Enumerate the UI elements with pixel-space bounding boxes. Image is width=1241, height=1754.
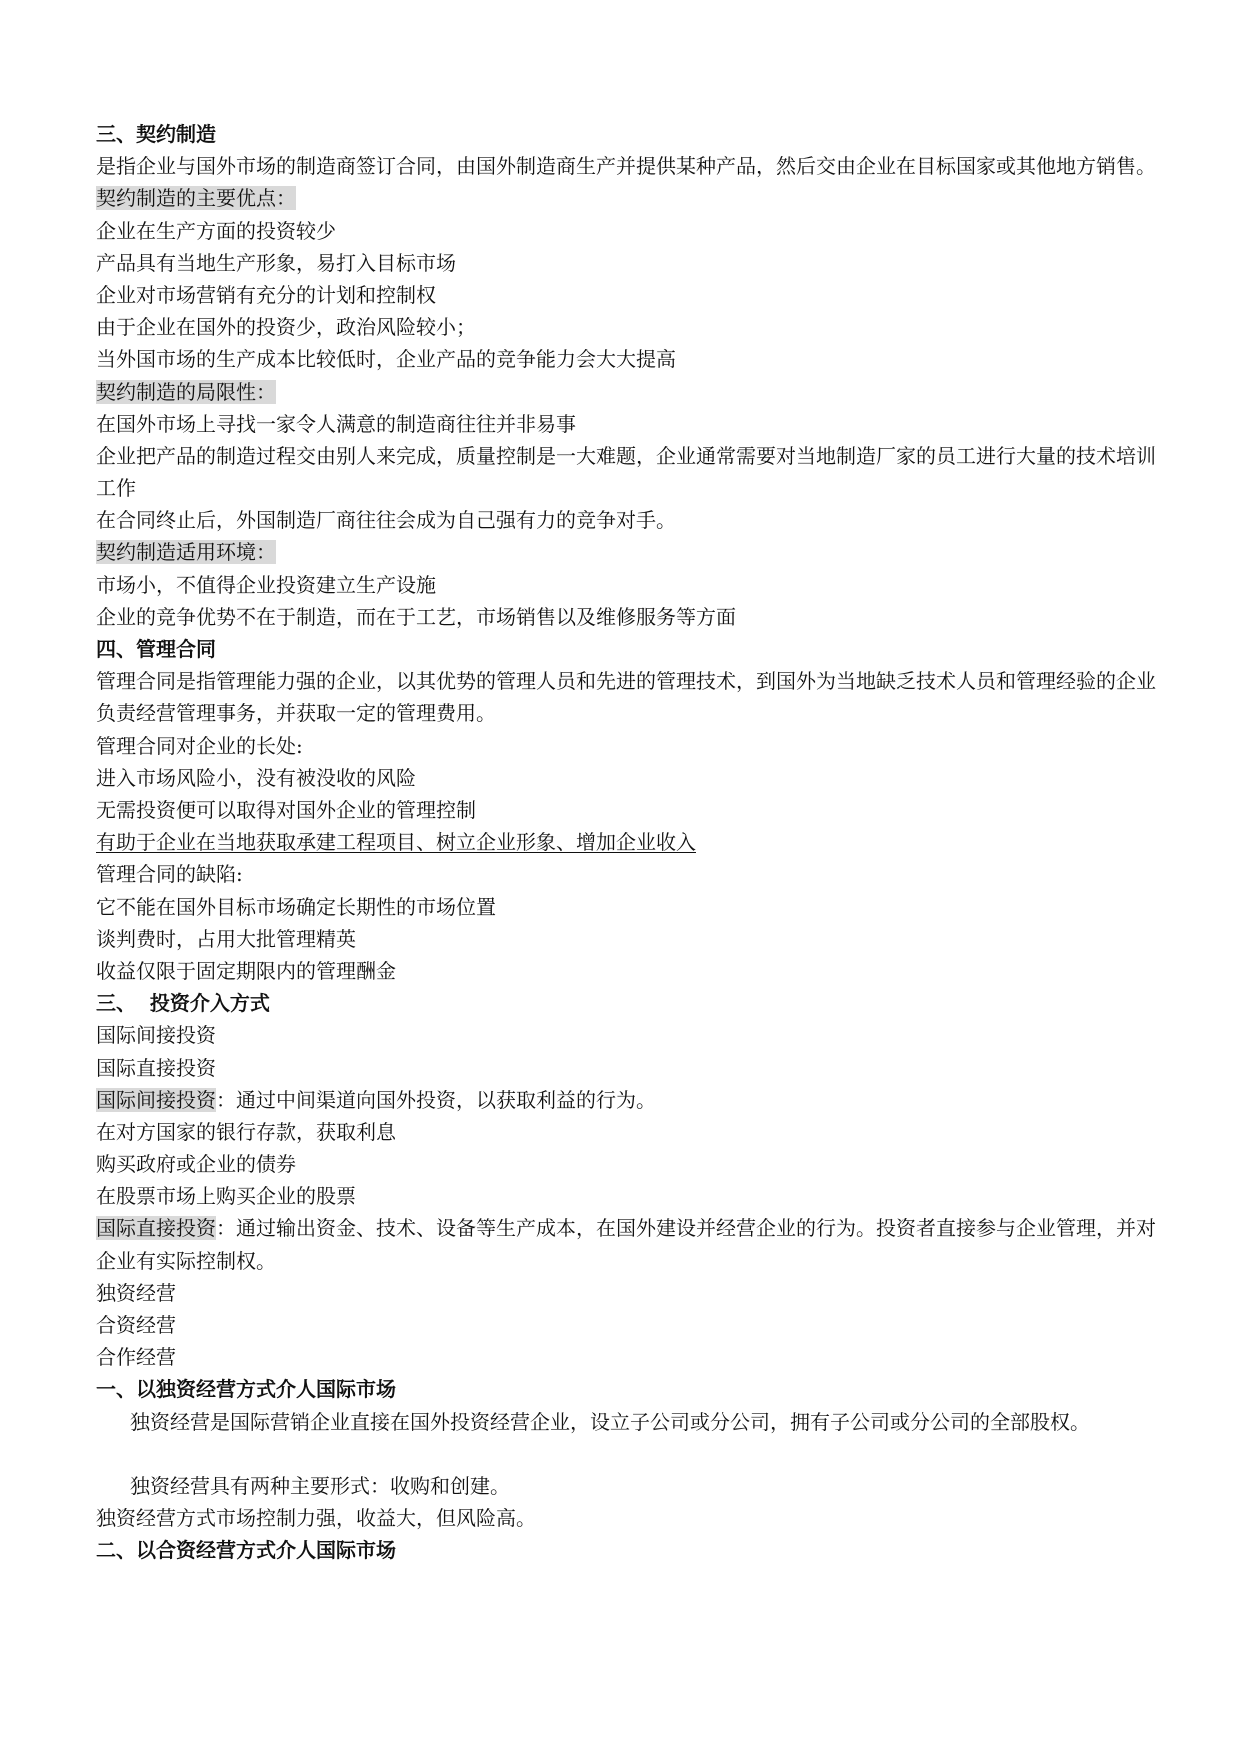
list-item: 独资经营 (96, 1280, 176, 1305)
highlight-environment: 契约制造适用环境： (96, 540, 276, 565)
list-item (96, 826, 1166, 858)
subsection-heading-joint-venture: 二、以合资经营方式介人国际市场 (96, 1538, 396, 1563)
management-contract-definition: 管理合同是指管理能力强的企业，以其优势的管理人员和先进的管理技术，到国外为当地缺乏技术人员和管理经验的企业负责经营管理事务，并获取一定的管理费用。 (96, 669, 1156, 726)
section-heading-management-contract: 四、管理合同 (96, 637, 216, 662)
highlight-direct-term: 国际直接投资 (96, 1216, 216, 1241)
list-item: 企业在生产方面的投资较少 (96, 218, 336, 243)
list-item: 由于企业在国外的投资少，政治风险较小； (96, 315, 476, 340)
list-item: 在股票市场上购买企业的股票 (96, 1184, 356, 1209)
list-item: 企业的竞争优势不在于制造，而在于工艺，市场销售以及维修服务等方面 (96, 604, 736, 629)
list-item: 谈判费时，占用大批管理精英 (96, 926, 356, 951)
direct-definition-text: ：通过输出资金、技术、设备等生产成本，在国外建设并经营企业的行为。投资者直接参与企业管理，并对企业有实际控制权。 (96, 1216, 1156, 1273)
list-item: 市场小，不值得企业投资建立生产设施 (96, 572, 436, 597)
indirect-investment-definition (96, 1084, 1166, 1116)
list-item: 购买政府或企业的债券 (96, 1152, 296, 1177)
list-item: 国际间接投资 (96, 1023, 216, 1048)
direct-investment-definition (96, 1212, 1166, 1276)
subheading-drawbacks: 管理合同的缺陷: (96, 862, 243, 887)
paragraph: 独资经营是国际营销企业直接在国外投资经营企业，设立子公司或分公司，拥有子公司或分公司的全部股权。 (130, 1409, 1090, 1434)
list-item: 它不能在国外目标市场确定长期性的市场位置 (96, 894, 496, 919)
list-item: 产品具有当地生产形象，易打入目标市场 (96, 250, 456, 275)
list-item: 在合同终止后，外国制造厂商往往会成为自己强有力的竞争对手。 (96, 508, 676, 533)
indirect-definition-text: ：通过中间渠道向国外投资，以获取利益的行为。 (216, 1087, 656, 1112)
document-page (96, 118, 1166, 1567)
list-item: 企业对市场营销有充分的计划和控制权 (96, 282, 436, 307)
list-item: 进入市场风险小，没有被没收的风险 (96, 765, 416, 790)
list-item: 合资经营 (96, 1313, 176, 1338)
subheading-strengths: 管理合同对企业的长处: (96, 733, 303, 758)
subheading-limitations (96, 376, 1166, 408)
list-item: 在国外市场上寻找一家令人满意的制造商往往并非易事 (96, 411, 576, 436)
paragraph: 独资经营具有两种主要形式：收购和创建。 (130, 1473, 510, 1498)
list-item: 国际直接投资 (96, 1055, 216, 1080)
subheading-environment (96, 536, 1166, 568)
list-item: 无需投资便可以取得对国外企业的管理控制 (96, 798, 476, 823)
subsection-heading-sole-venture: 一、以独资经营方式介人国际市场 (96, 1377, 396, 1402)
highlight-indirect-term: 国际间接投资 (96, 1087, 216, 1112)
highlight-limitations: 契约制造的局限性： (96, 379, 276, 404)
subheading-advantages (96, 182, 1166, 214)
underlined-text: 有助于企业在当地获取承建工程项目、树立企业形象、增加企业收入 (96, 830, 696, 855)
list-item: 合作经营 (96, 1345, 176, 1370)
list-item: 企业把产品的制造过程交由别人来完成，质量控制是一大难题，企业通常需要对当地制造厂家的员工进行大量的技术培训工作 (96, 443, 1156, 501)
paragraph: 独资经营方式市场控制力强，收益大，但风险高。 (96, 1506, 536, 1531)
section-heading-investment-entry: 三、 投资介入方式 (96, 991, 270, 1016)
blank-line (96, 1438, 1166, 1470)
contract-manufacturing-definition: 是指企业与国外市场的制造商签订合同，由国外制造商生产并提供某种产品，然后交由企业在目标国家或其他地方销售。 (96, 154, 1156, 179)
highlight-advantages: 契约制造的主要优点： (96, 186, 296, 211)
list-item: 当外国市场的生产成本比较低时，企业产品的竞争能力会大大提高 (96, 347, 676, 372)
section-heading-contract-manufacturing: 三、契约制造 (96, 122, 216, 146)
list-item: 在对方国家的银行存款，获取利息 (96, 1119, 396, 1144)
list-item: 收益仅限于固定期限内的管理酬金 (96, 958, 396, 983)
